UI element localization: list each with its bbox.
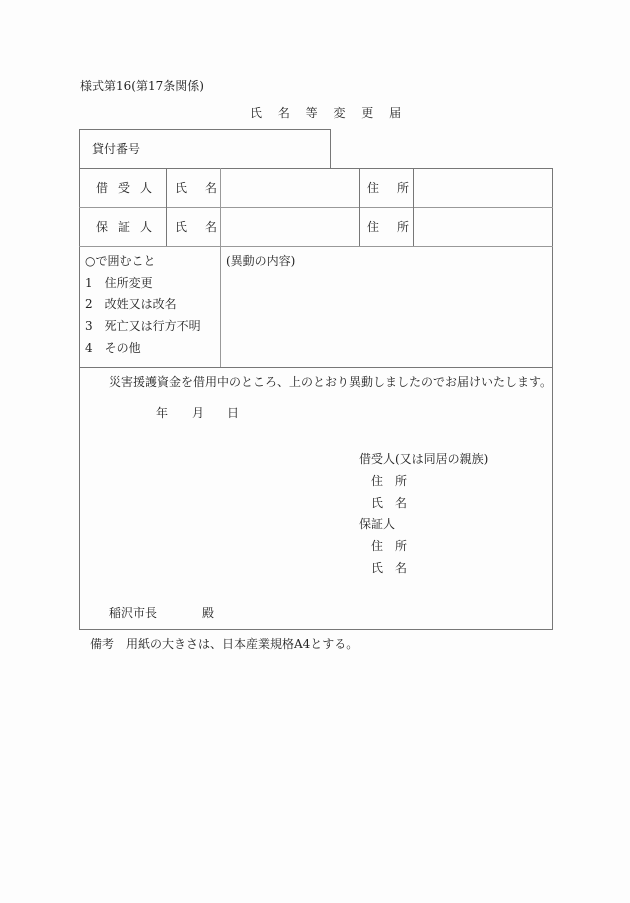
borrower-signature-heading: 借受人(又は同居の親族) xyxy=(359,452,489,466)
borrower-signature-address: 住 所 xyxy=(371,474,408,488)
borrower-signature-name: 氏 名 xyxy=(371,496,408,510)
honorific: 殿 xyxy=(202,606,215,620)
row-divider xyxy=(79,246,553,247)
guarantor-name-field[interactable] xyxy=(221,208,358,245)
guarantor-signature-heading: 保証人 xyxy=(359,517,396,531)
addressee: 稲沢市長 xyxy=(109,606,158,620)
change-option[interactable]: 2 改姓又は改名 xyxy=(85,297,177,311)
guarantor-name-label: 氏名 xyxy=(175,220,236,234)
change-details-field[interactable] xyxy=(221,272,551,366)
guarantor-signature-name: 氏 名 xyxy=(371,561,408,575)
guarantor-label: 保証人 xyxy=(96,220,163,234)
change-instruction: ○で囲むこと xyxy=(85,254,156,268)
guarantor-address-field[interactable] xyxy=(414,208,551,245)
guarantor-signature-address: 住 所 xyxy=(371,539,408,553)
loan-number-label: 貸付番号 xyxy=(92,142,141,156)
form-title: 氏 名 等 変 更 届 xyxy=(250,106,408,120)
change-option[interactable]: 1 住所変更 xyxy=(85,276,153,290)
borrower-name-field[interactable] xyxy=(221,169,358,206)
col-divider xyxy=(166,168,167,246)
change-option[interactable]: 4 その他 xyxy=(85,341,141,355)
note: 備考 用紙の大きさは、日本産業規格A4とする。 xyxy=(90,637,359,651)
change-option[interactable]: 3 死亡又は行方不明 xyxy=(85,319,201,333)
borrower-name-label: 氏名 xyxy=(175,181,236,195)
col-divider xyxy=(359,168,360,246)
borrower-address-field[interactable] xyxy=(414,169,551,206)
date-day: 日 xyxy=(227,406,240,420)
form-number: 様式第16(第17条関係) xyxy=(80,79,204,93)
change-details-label: (異動の内容) xyxy=(226,254,296,268)
date-month: 月 xyxy=(192,406,205,420)
guarantor-address-label: 住所 xyxy=(367,220,428,234)
date-year: 年 xyxy=(156,406,169,420)
row-divider xyxy=(79,367,553,368)
borrower-label: 借受人 xyxy=(96,181,163,195)
borrower-address-label: 住所 xyxy=(367,181,428,195)
declaration-text: 災害援護資金を借用中のところ、上のとおり異動しましたのでお届けいたします。 xyxy=(109,375,553,389)
